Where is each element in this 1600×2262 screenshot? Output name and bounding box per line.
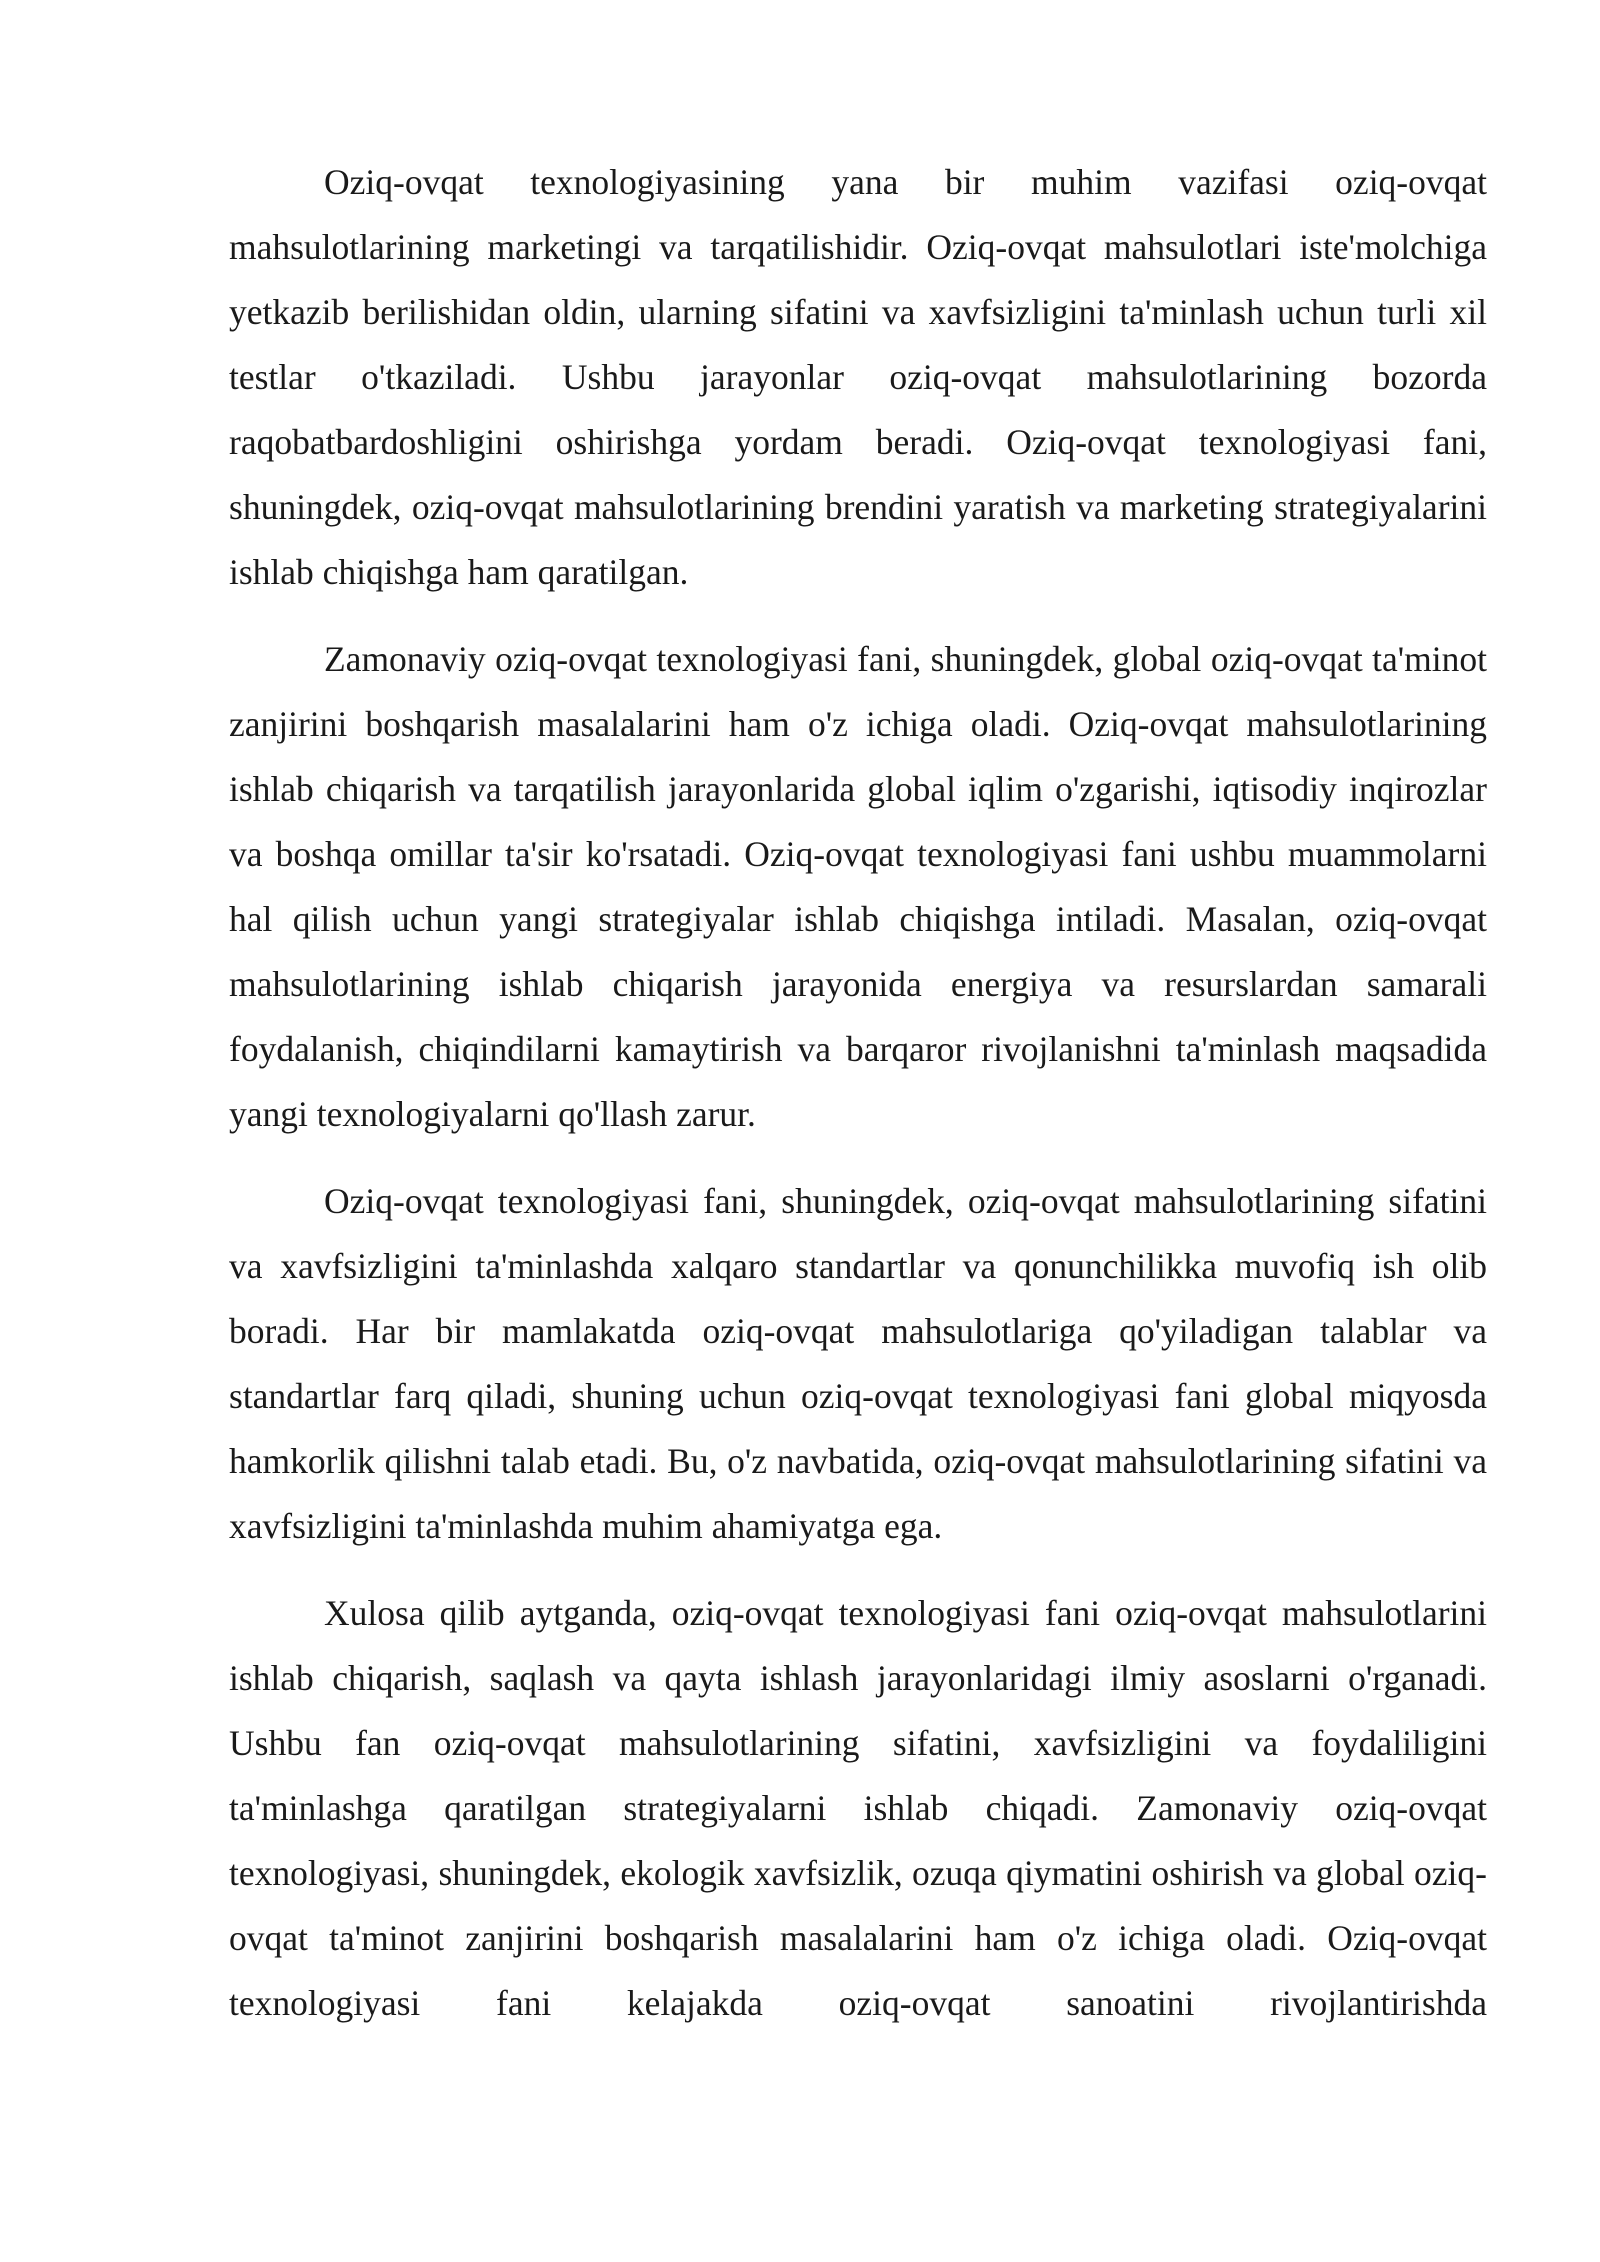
paragraph-supply-chain: Zamonaviy oziq-ovqat texnologiyasi fani, shuningdek, global oziq-ovqat ta'minot zanjirini boshqarish masalalarini ham o'z ichiga oladi. Oziq-ovqat mahsulotlarining ishlab chiqarish va tarqatilish jarayonlarida global iqlim o'zgarishi, iqtisodiy inqirozlar va boshqa omillar ta'sir ko'rsatadi. Oziq-ovqat texnologiyasi fani ushbu muammolarni hal qilish uchun yangi strategiyalar ishlab chiqishga intiladi. Masalan, oziq-ovqat mahsulotlarining ishlab chiqarish jarayonida energiya va resurslardan samarali foydalanish, chiqindilarni kamaytirish va barqaror rivojlanishni ta'minlash maqsadida yangi texnologiyalarni qo'llash zarur. bbox=[229, 639, 1487, 1134]
document-body bbox=[229, 150, 1487, 2058]
paragraph-standards: Oziq-ovqat texnologiyasi fani, shuningdek, oziq-ovqat mahsulotlarining sifatini va xavfsizligini ta'minlashda xalqaro standartlar va qonunchilikka muvofiq ish olib boradi. Har bir mamlakatda oziq-ovqat mahsulotlariga qo'yiladigan talablar va standartlar farq qiladi, shuning uchun oziq-ovqat texnologiyasi fani global miqyosda hamkorlik qilishni talab etadi. Bu, o'z navbatida, oziq-ovqat mahsulotlarining sifatini va xavfsizligini ta'minlashda muhim ahamiyatga ega. bbox=[229, 1181, 1487, 1546]
paragraph-marketing: Oziq-ovqat texnologiyasining yana bir muhim vazifasi oziq-ovqat mahsulotlarining marketingi va tarqatilishidir. Oziq-ovqat mahsulotlari iste'molchiga yetkazib berilishidan oldin, ularning sifatini va xavfsizligini ta'minlash uchun turli xil testlar o'tkaziladi. Ushbu jarayonlar oziq-ovqat mahsulotlarining bozorda raqobatbardoshligini oshirishga yordam beradi. Oziq-ovqat texnologiyasi fani, shuningdek, oziq-ovqat mahsulotlarining brendini yaratish va marketing strategiyalarini ishlab chiqishga ham qaratilgan. bbox=[229, 162, 1487, 592]
paragraph-conclusion: Xulosa qilib aytganda, oziq-ovqat texnologiyasi fani oziq-ovqat mahsulotlarini ishlab chiqarish, saqlash va qayta ishlash jarayonlaridagi ilmiy asoslarni o'rganadi. Ushbu fan oziq-ovqat mahsulotlarining sifatini, xavfsizligini va foydaliligini ta'minlashga qaratilgan strategiyalarni ishlab chiqadi. Zamonaviy oziq-ovqat texnologiyasi, shuningdek, ekologik xavfsizlik, ozuqa qiymatini oshirish va global oziq-ovqat ta'minot zanjirini boshqarish masalalarini ham o'z ichiga oladi. Oziq-ovqat texnologiyasi fani kelajakda oziq-ovqat sanoatini rivojlantirishda bbox=[229, 1593, 1487, 2023]
